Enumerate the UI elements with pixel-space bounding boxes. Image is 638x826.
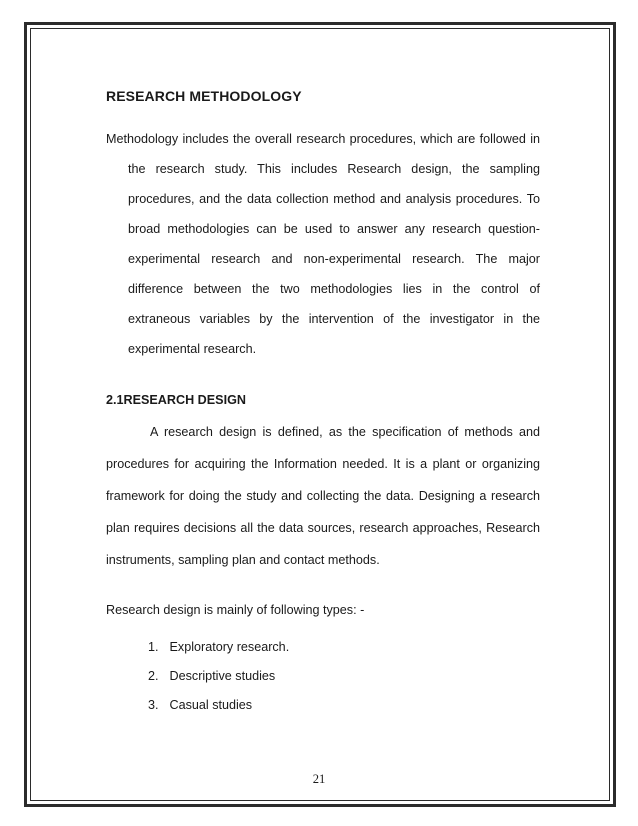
list-item — [148, 662, 540, 691]
list-item-number: 1. — [148, 639, 159, 654]
section-title: 2.1RESEARCH DESIGN — [106, 393, 246, 407]
list-item-label: Casual studies — [169, 697, 253, 712]
types-intro: Research design is mainly of following types: - — [106, 603, 365, 617]
types-list — [106, 633, 540, 720]
page-number: 21 — [312, 772, 326, 786]
page-content — [106, 86, 540, 720]
intro-paragraph: Methodology includes the overall research procedures, which are followed in the research study. This includes Research design, the sampling procedures, and the data collection method and analysis procedures. To broad methodologies can be used to answer any research question- experimental research and non-experimental research. The major difference between the two methodologies lies in the control of extraneous variables by the intervention of the investigator in the experimental research. — [106, 132, 540, 356]
list-item-label: Descriptive studies — [169, 668, 276, 683]
page-title: RESEARCH METHODOLOGY — [106, 88, 302, 104]
section-paragraph: A research design is defined, as the specification of methods and procedures for acquiring the Information needed. It is a plant or organizing framework for doing the study and collecting the data. Designing a research plan requires decisions all the data sources, research approaches, Research instruments, sampling plan and contact methods. — [106, 425, 540, 567]
list-item — [148, 633, 540, 662]
list-item-number: 3. — [148, 697, 159, 712]
list-item-label: Exploratory research. — [169, 639, 290, 654]
list-item — [148, 691, 540, 720]
list-item-number: 2. — [148, 668, 159, 683]
